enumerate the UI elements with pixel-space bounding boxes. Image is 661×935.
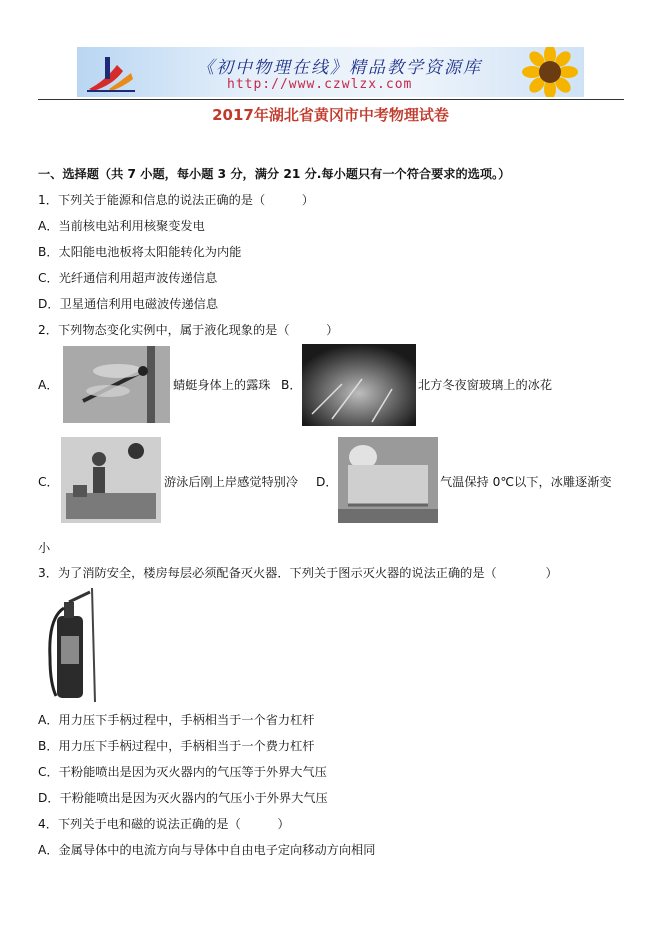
q1-option-a: A．当前核电站利用核聚变发电: [38, 219, 205, 233]
swimmer-photo: [61, 437, 161, 523]
ice-sculpture-photo: [338, 437, 438, 523]
ice-flower-icon: [302, 344, 416, 426]
q2-option-c-text: 游泳后刚上岸感觉特别冷: [164, 475, 299, 489]
document-title: 2017年湖北省黄冈市中考物理试卷: [212, 106, 449, 124]
q3-option-c: C．干粉能喷出是因为灭火器内的气压等于外界大气压: [38, 765, 327, 779]
q2-option-d-label: D．: [316, 475, 338, 489]
q2-stem: 2．下列物态变化实例中，属于液化现象的是（ ）: [38, 323, 339, 337]
q2-option-b-text: 北方冬夜窗玻璃上的冰花: [418, 378, 553, 392]
dragonfly-photo: [63, 346, 170, 423]
q2-option-a-label: A．: [38, 378, 59, 392]
sunflower-icon: [516, 47, 580, 97]
site-logo-icon: [83, 51, 139, 93]
header-banner: [77, 47, 584, 97]
header-rule: [38, 99, 624, 100]
q2-option-b-label: B．: [281, 378, 302, 392]
banner-url[interactable]: http://www.czwlzx.com: [227, 77, 413, 92]
q2-option-a-text: 蜻蜓身体上的露珠: [173, 378, 271, 392]
q2-option-c-label: C．: [38, 475, 59, 489]
q2-option-d-continued: 小: [38, 541, 51, 555]
q3-stem: 3．为了消防安全，楼房每层必须配备灭火器．下列关于图示灭火器的说法正确的是（ ）: [38, 566, 558, 580]
dragonfly-icon: [63, 346, 170, 423]
fire-extinguisher-image: [42, 588, 97, 702]
q1-stem: 1．下列关于能源和信息的说法正确的是（ ）: [38, 193, 314, 207]
q4-option-a: A．金属导体中的电流方向与导体中自由电子定向移动方向相同: [38, 843, 376, 857]
window-frost-photo: [302, 344, 416, 426]
q2-option-d-text: 气温保持 0℃以下，冰雕逐渐变: [440, 475, 612, 489]
q3-option-d: D．干粉能喷出是因为灭火器内的气压小于外界大气压: [38, 791, 328, 805]
banner-title: 《初中物理在线》精品教学资源库: [197, 58, 482, 78]
q3-option-b: B．用力压下手柄过程中，手柄相当于一个费力杠杆: [38, 739, 315, 753]
shivering-person-icon: [61, 437, 161, 523]
q1-option-c: C．光纤通信利用超声波传递信息: [38, 271, 218, 285]
q4-stem: 4．下列关于电和磁的说法正确的是（ ）: [38, 817, 290, 831]
fire-extinguisher-icon: [42, 588, 97, 702]
q1-option-b: B．太阳能电池板将太阳能转化为内能: [38, 245, 242, 259]
section-heading: 一、选择题（共 7 小题，每小题 3 分，满分 21 分.每小题只有一个符合要求的选项。）: [38, 167, 511, 181]
q3-option-a: A．用力压下手柄过程中，手柄相当于一个省力杠杆: [38, 713, 315, 727]
ice-sculpture-icon: [338, 437, 438, 523]
q1-option-d: D．卫星通信利用电磁波传递信息: [38, 297, 219, 311]
